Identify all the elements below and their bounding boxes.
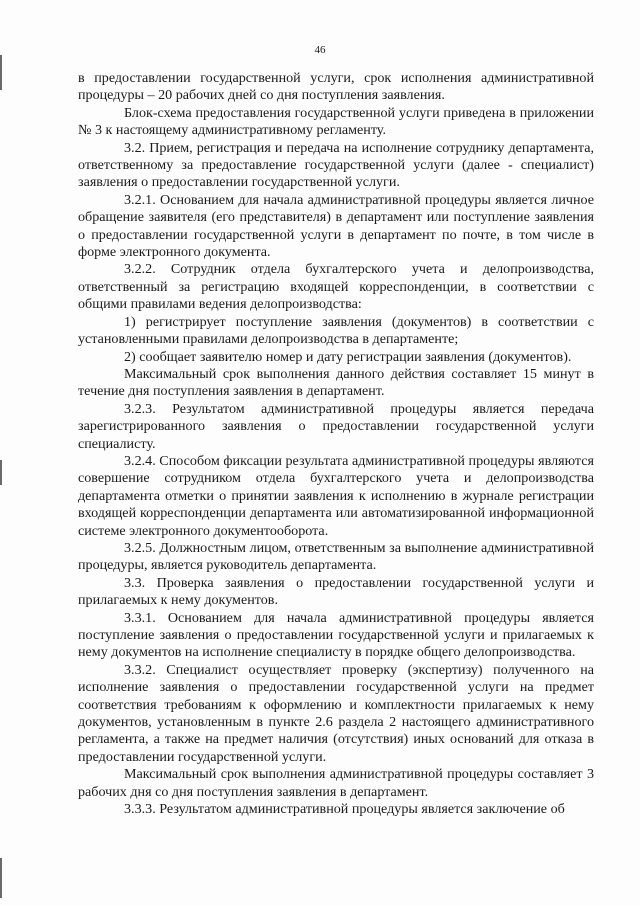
paragraph-3-3-1: 3.3.1. Основанием для начала административной процедуры является поступление заявления о предоставлении государственной услуги и прилагаемых к нему документов на исполнение специалисту в порядке общего делопроизводства. (78, 609, 594, 661)
paragraph-3-2-5: 3.2.5. Должностным лицом, ответственным за выполнение административной процедуры, является руководитель департамента. (78, 539, 594, 574)
scan-margin-mark (0, 460, 2, 485)
paragraph-flowchart: Блок-схема предоставления государственной услуги приведена в приложении № 3 к настоящему административному регламенту. (78, 104, 594, 139)
paragraph-max-time-2: Максимальный срок выполнения административной процедуры составляет 3 рабочих дня со дня поступления заявления в департамент. (78, 766, 594, 800)
page-number: 46 (314, 44, 326, 56)
paragraph-3-2-1: 3.2.1. Основанием для начала административной процедуры является личное обращение заявителя (его представителя) в департамент или поступление заявления о предоставлении государственной услуги в департамент по почте, в том числе в форме электронного документа. (78, 191, 594, 261)
list-item-1: 1) регистрирует поступление заявления (документов) в соответствии с установленными правилами делопроизводства в департаменте; (78, 313, 594, 348)
list-item-2: 2) сообщает заявителю номер и дату регистрации заявления (документов). (124, 348, 572, 365)
paragraph-3-2-2: 3.2.2. Сотрудник отдела бухгалтерского учета и делопроизводства, ответственный за регистрацию входящей корреспонденции, в соответствии с общими правилами ведения делопроизводства: (78, 261, 594, 313)
document-body (78, 70, 594, 818)
paragraph-3-2-4: 3.2.4. Способом фиксации результата административной процедуры являются совершение сотрудником отдела бухгалтерского учета и делопроизводства департамента отметки о принятии заявления к исполнению в журнале регистрации входящей корреспонденции департамента или автоматизированной информационной системе электронного документооборота. (78, 452, 594, 539)
paragraph-3-3: 3.3. Проверка заявления о предоставлении государственной услуги и прилагаемых к нему документов. (78, 574, 594, 609)
paragraph-3-2-3: 3.2.3. Результатом административной процедуры является передача зарегистрированного заявления о предоставлении государственной услуги специалисту. (78, 400, 594, 452)
scan-margin-mark (0, 858, 2, 898)
paragraph-max-time: Максимальный срок выполнения данного действия составляет 15 минут в течение дня поступления заявления в департамент. (78, 365, 594, 400)
scan-margin-mark (0, 55, 2, 90)
paragraph-3-2: 3.2. Прием, регистрация и передача на исполнение сотруднику департамента, ответственному за предоставление государственной услуги (далее - специалист) заявления о предоставлении государственной услуги. (78, 139, 594, 191)
paragraph-3-3-2: 3.3.2. Специалист осуществляет проверку (экспертизу) полученного на исполнение заявления о предоставлении государственной услуги на предмет соответствия требованиям к оформлению и комплектности прилагаемых к нему документов, установленным в пункте 2.6 раздела 2 настоящего административного регламента, а также на предмет наличия (отсутствия) иных оснований для отказа в предоставлении государственной услуги. (78, 661, 594, 765)
paragraph-continuation: в предоставлении государственной услуги, срок исполнения административной процедуры – 20 рабочих дней со дня поступления заявления. (78, 70, 594, 104)
paragraph-3-3-3: 3.3.3. Результатом административной процедуры является заключение об (124, 801, 565, 818)
